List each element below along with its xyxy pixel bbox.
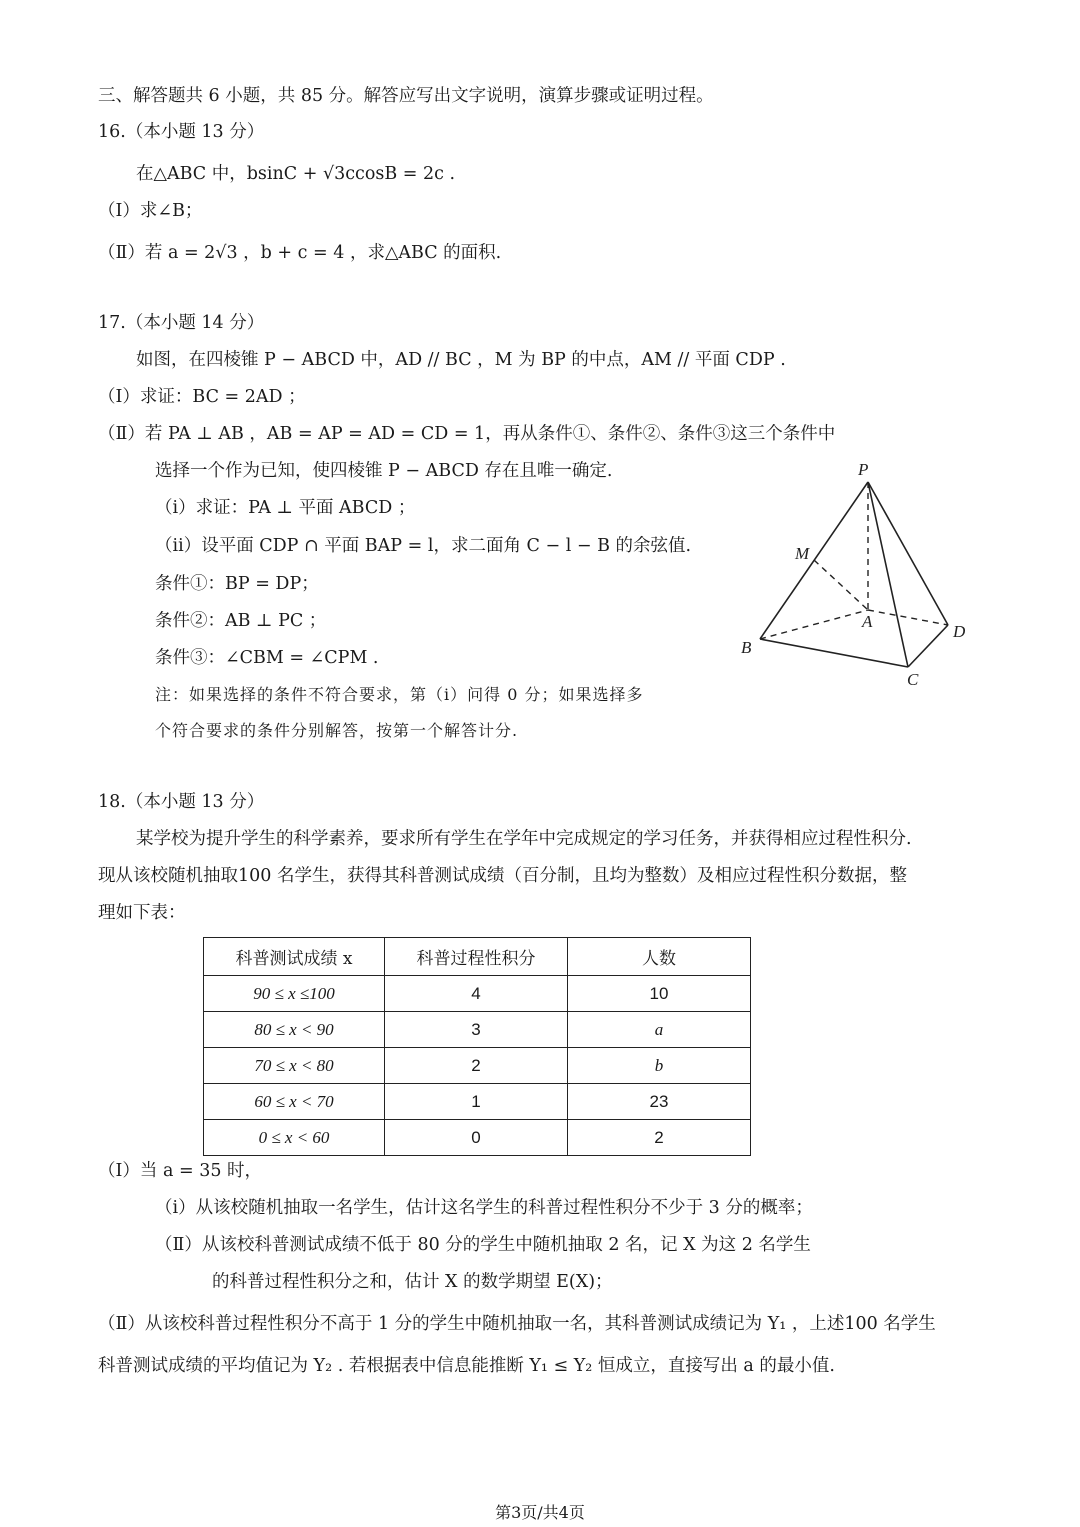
table-cell-count: b	[568, 1048, 751, 1084]
q18-part1: （Ⅰ）当 a = 35 时，	[98, 1161, 263, 1181]
q17-part2-line2: 选择一个作为已知，使四棱锥 P − ABCD 存在且唯一确定.	[155, 461, 613, 481]
q16-title: 16.（本小题 13 分）	[98, 122, 265, 142]
q18-stem-line1: 某学校为提升学生的科学素养，要求所有学生在学年中完成规定的学习任务，并获得相应过程性积分.	[136, 829, 912, 849]
q17-sub-i: （ⅰ）求证：PA ⊥ 平面 ABCD ；	[155, 498, 416, 518]
edge-ad	[868, 610, 948, 625]
table-row	[204, 1012, 751, 1048]
table-row	[204, 1084, 751, 1120]
q17-condition-3: 条件③：∠CBM = ∠CPM .	[155, 648, 379, 668]
q17-condition-1: 条件①：BP = DP；	[155, 574, 319, 594]
label-c: C	[907, 670, 919, 689]
q17-condition-2: 条件②：AB ⊥ PC ；	[155, 611, 327, 631]
q16-stem: 在△ABC 中，bsinC + √3ccosB = 2c .	[136, 164, 456, 184]
table-cell-count: a	[568, 1012, 751, 1048]
q17-stem: 如图，在四棱锥 P − ABCD 中，AD // BC ，M 为 BP 的中点，AM // 平面 CDP .	[136, 350, 786, 370]
pyramid-figure	[735, 455, 975, 695]
table-cell-points: 3	[385, 1012, 568, 1048]
q17-note-line1: 注：如果选择的条件不符合要求，第（ⅰ）问得 0 分；如果选择多	[155, 685, 644, 704]
edge-pd	[868, 482, 948, 625]
q17-sub-ii: （ⅱ）设平面 CDP ∩ 平面 BAP = l，求二面角 C − l − B 的余弦值.	[155, 536, 692, 556]
table-row	[204, 1048, 751, 1084]
table-cell-range: 70 ≤ x < 80	[204, 1048, 385, 1084]
label-m: M	[795, 544, 810, 563]
table-cell-range: 0 ≤ x < 60	[204, 1120, 385, 1156]
table-header-points: 科普过程性积分	[385, 938, 568, 976]
q18-stem-line3: 理如下表：	[98, 903, 186, 923]
table-header-score: 科普测试成绩 x	[204, 938, 385, 976]
edge-pc	[868, 482, 908, 667]
table-cell-range: 90 ≤ x ≤100	[204, 976, 385, 1012]
section-header: 三、解答题共 6 小题，共 85 分。解答应写出文字说明，演算步骤或证明过程。	[98, 86, 714, 106]
table-row	[204, 1120, 751, 1156]
table-cell-points: 2	[385, 1048, 568, 1084]
q16-part2: （Ⅱ）若 a = 2√3 ，b + c = 4 ，求△ABC 的面积.	[98, 243, 502, 263]
table-header-count: 人数	[568, 938, 751, 976]
score-table	[203, 937, 751, 1156]
label-p: P	[858, 460, 869, 479]
edge-cd	[908, 625, 948, 667]
q18-stem-line2: 现从该校随机抽取100 名学生，获得其科普测试成绩（百分制，且均为整数）及相应过程性积分数据，整	[98, 866, 907, 886]
table-cell-points: 4	[385, 976, 568, 1012]
q18-title: 18.（本小题 13 分）	[98, 792, 265, 812]
table-header-row	[204, 938, 751, 976]
table-row	[204, 976, 751, 1012]
segment-am	[814, 560, 868, 610]
q17-part1: （Ⅰ）求证：BC = 2AD ；	[98, 387, 306, 407]
label-d: D	[953, 622, 966, 641]
q17-note-line2: 个符合要求的条件分别解答，按第一个解答计分.	[155, 721, 519, 740]
q18-part2-line2: 科普测试成绩的平均值记为 Y₂ . 若根据表中信息能推断 Y₁ ≤ Y₂ 恒成立，直接写出 a 的最小值.	[98, 1356, 835, 1376]
label-b: B	[741, 638, 752, 657]
table-cell-count: 2	[568, 1120, 751, 1156]
table-cell-range: 60 ≤ x < 70	[204, 1084, 385, 1120]
q16-part1: （Ⅰ）求∠B；	[98, 201, 203, 221]
table-cell-count: 10	[568, 976, 751, 1012]
q17-title: 17.（本小题 14 分）	[98, 313, 265, 333]
q18-sub-ii-line1: （Ⅱ）从该校科普测试成绩不低于 80 分的学生中随机抽取 2 名，记 X 为这 2 名学生	[155, 1235, 811, 1255]
q17-part2-line1: （Ⅱ）若 PA ⊥ AB ，AB = AP = AD = CD = 1，再从条件①、条件②、条件③这三个条件中	[98, 424, 836, 444]
q18-sub-ii-line2: 的科普过程性积分之和，估计 X 的数学期望 E(X)；	[212, 1272, 613, 1292]
q18-sub-i: （ⅰ）从该校随机抽取一名学生，估计这名学生的科普过程性积分不少于 3 分的概率；	[155, 1198, 813, 1218]
page-footer: 第3页/共4页	[495, 1503, 585, 1522]
table-cell-range: 80 ≤ x < 90	[204, 1012, 385, 1048]
q18-part2-line1: （Ⅱ）从该校科普过程性积分不高于 1 分的学生中随机抽取一名，其科普测试成绩记为 Y₁ ，上述100 名学生	[98, 1314, 936, 1334]
table-cell-count: 23	[568, 1084, 751, 1120]
edge-bc	[760, 639, 908, 667]
table-cell-points: 0	[385, 1120, 568, 1156]
label-a: A	[862, 612, 873, 631]
table-cell-points: 1	[385, 1084, 568, 1120]
